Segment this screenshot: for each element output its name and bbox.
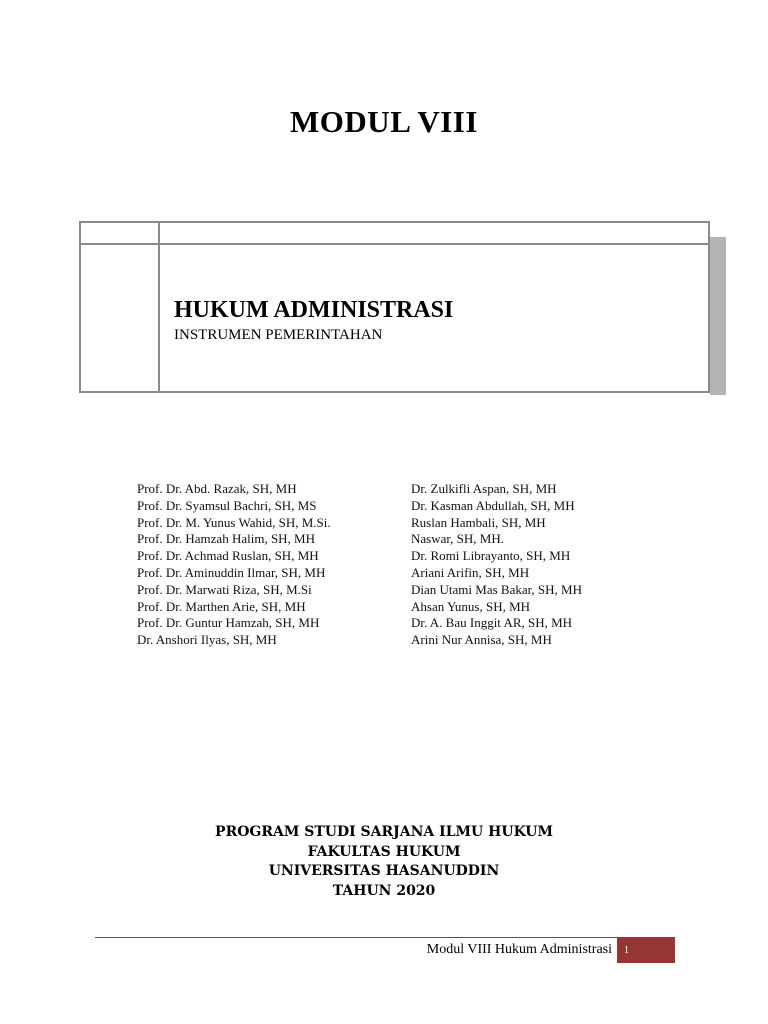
title-box-top-divider (81, 243, 708, 245)
author-name: Arini Nur Annisa, SH, MH (411, 632, 552, 648)
author-name: Dr. Anshori Ilyas, SH, MH (137, 632, 277, 648)
university-name: UNIVERSITAS HASANUDDIN (268, 863, 500, 879)
authors-right-column (411, 481, 582, 649)
institution-block (0, 823, 768, 901)
footer-text: Modul VIII Hukum Administrasi (426, 942, 612, 957)
author-name: Prof. Dr. Achmad Ruslan, SH, MH (137, 548, 319, 564)
author-name: Dian Utami Mas Bakar, SH, MH (411, 581, 582, 597)
module-title: MODUL VIII (290, 104, 478, 139)
publication-year: TAHUN 2020 (332, 882, 436, 899)
author-name: Prof. Dr. Marthen Arie, SH, MH (137, 598, 306, 614)
author-name: Prof. Dr. Marwati Riza, SH, M.Si (137, 581, 312, 597)
page-number: 1 (624, 945, 629, 956)
footer-divider (95, 937, 675, 938)
author-name: Dr. Romi Librayanto, SH, MH (411, 548, 571, 564)
author-name: Prof. Dr. Aminuddin Ilmar, SH, MH (137, 564, 326, 580)
program-name: PROGRAM STUDI SARJANA ILMU HUKUM (215, 824, 553, 840)
document-title: HUKUM ADMINISTRASI (174, 297, 454, 323)
authors-left-column (137, 481, 331, 649)
document-subtitle: INSTRUMEN PEMERINTAHAN (174, 327, 383, 343)
author-name: Prof. Dr. Syamsul Bachri, SH, MS (137, 497, 317, 513)
page-number-badge (617, 938, 675, 963)
author-name: Ahsan Yunus, SH, MH (411, 598, 531, 614)
author-name: Prof. Dr. Hamzah Halim, SH, MH (137, 531, 316, 547)
author-name: Prof. Dr. Guntur Hamzah, SH, MH (137, 615, 320, 631)
faculty-name: FAKULTAS HUKUM (307, 843, 461, 860)
author-name: Naswar, SH, MH. (411, 531, 504, 547)
title-box-left-divider (158, 223, 160, 391)
title-box (79, 221, 710, 393)
title-box-shadow (710, 237, 726, 395)
author-name: Prof. Dr. Abd. Razak, SH, MH (137, 481, 297, 496)
author-name: Ariani Arifin, SH, MH (411, 564, 530, 580)
author-name: Ruslan Hambali, SH, MH (411, 514, 546, 530)
author-name: Dr. A. Bau Inggit AR, SH, MH (411, 615, 573, 631)
author-name: Dr. Zulkifli Aspan, SH, MH (411, 481, 557, 496)
author-name: Prof. Dr. M. Yunus Wahid, SH, M.Si. (137, 514, 331, 530)
author-name: Dr. Kasman Abdullah, SH, MH (411, 497, 575, 513)
